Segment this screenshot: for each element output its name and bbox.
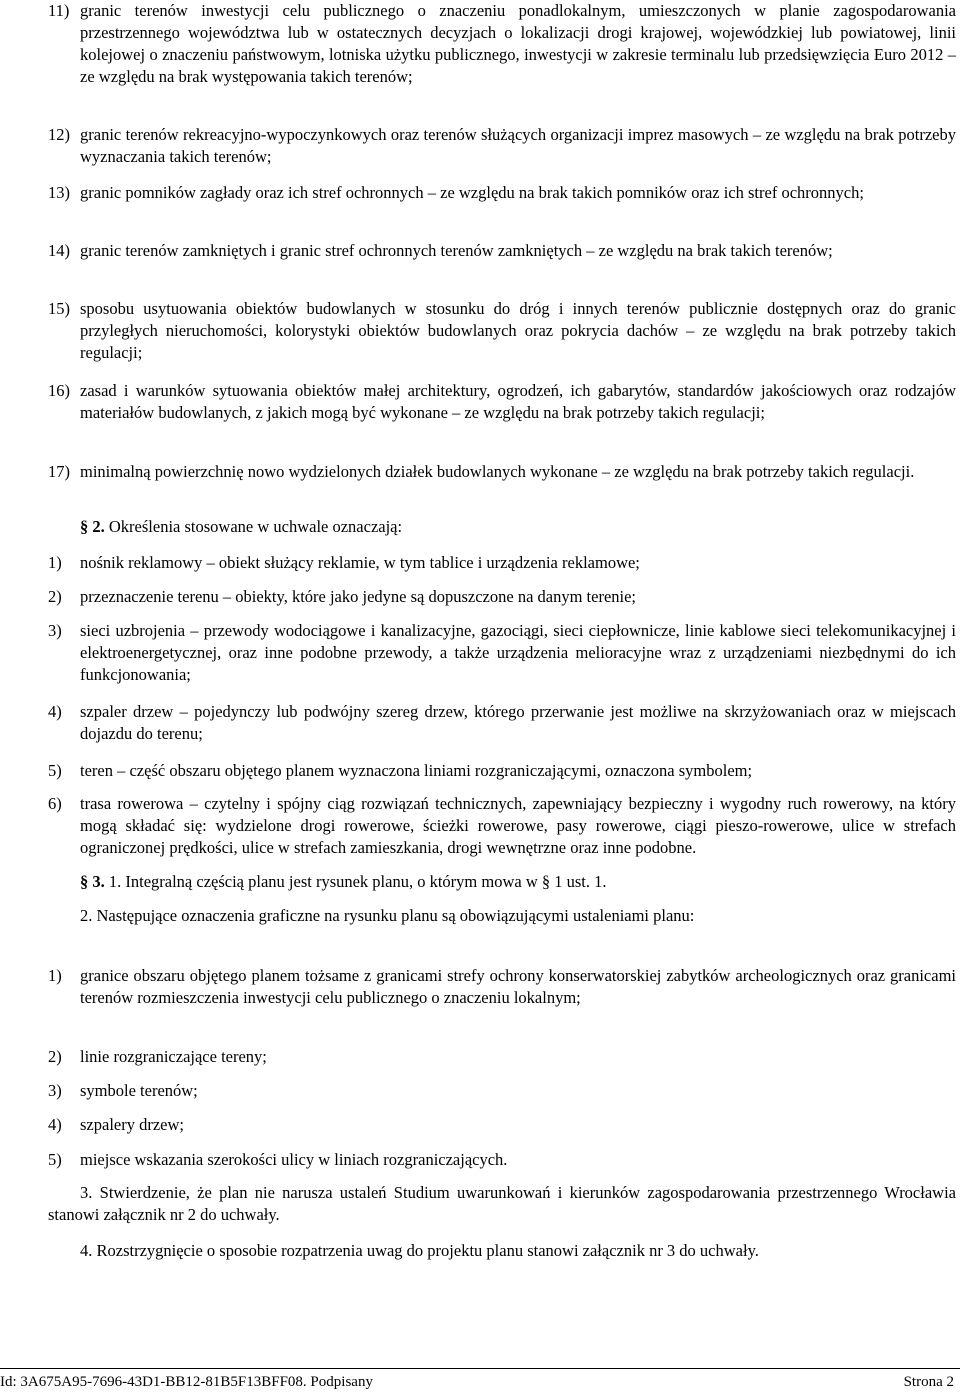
item-text: teren – część obszaru objętego planem wyznaczona liniami rozgraniczającymi, oznaczona symbolem; <box>80 761 753 780</box>
page-number: Strona 2 <box>903 1374 954 1390</box>
list-item <box>48 380 956 424</box>
item-text: granic terenów zamkniętych i granic stref ochronnych terenów zamkniętych – ze względu na brak takich terenów; <box>80 241 833 260</box>
item-number: 4) <box>48 1115 62 1134</box>
item-number: 14) <box>48 241 70 260</box>
item-number: 6) <box>48 794 62 813</box>
item-number: 5) <box>48 1150 62 1169</box>
item-text: zasad i warunków sytuowania obiektów małej architektury, ogrodzeń, ich gabarytów, standardów jakościowych oraz rodzajów materiałów budowlanych, z jakich mogą być wykonane – ze względu na brak potrzeby takich regulacji; <box>80 381 956 422</box>
item-number: 2) <box>48 1047 62 1066</box>
item-number: 16) <box>48 381 70 400</box>
list-item <box>48 586 956 608</box>
item-number: 4) <box>48 702 62 721</box>
section-3-heading <box>80 871 956 893</box>
item-text: szpalery drzew; <box>80 1115 184 1134</box>
item-number: 5) <box>48 761 62 780</box>
document-id: Id: 3A675A95-7696-43D1-BB12-81B5F13BFF08. Podpisany <box>0 1374 373 1390</box>
item-number: 17) <box>48 462 70 481</box>
list-item <box>48 124 956 168</box>
list-item <box>48 1149 956 1171</box>
item-text: linie rozgraniczające tereny; <box>80 1047 267 1066</box>
list-item <box>48 552 956 574</box>
section-text: 1. Integralną częścią planu jest rysunek planu, o którym mowa w § 1 ust. 1. <box>108 872 607 891</box>
section-text: Określenia stosowane w uchwale oznaczają: <box>108 517 403 536</box>
item-number: 2) <box>48 587 62 606</box>
item-text: sieci uzbrojenia – przewody wodociągowe i kanalizacyjne, gazociągi, sieci ciepłownicze, linie kablowe sieci telekomunikacyjnej i elektroenergetycznej, oraz inne podobne przewody, a także urządzenia melioracyjne wraz z urządzeniami niezbędnymi do ich funkcjonowania; <box>80 621 956 684</box>
list-item <box>48 793 956 859</box>
item-number: 1) <box>48 966 62 985</box>
item-number: 12) <box>48 125 70 144</box>
list-item <box>48 1114 956 1136</box>
list-item <box>48 182 956 204</box>
list-item <box>48 0 956 88</box>
list-item <box>48 965 956 1009</box>
item-text: trasa rowerowa – czytelny i spójny ciąg rozwiązań technicznych, zapewniający bezpieczny i wygodny ruch rowerowy, na który mogą składać się: wydzielone drogi rowerowe, ścieżki rowerowe, pasy rowerowe, ciągi pieszo-rowerowe, ulice w strefach ograniczonej prędkości, ulice w strefach zamieszkania, drogi wewnętrzne oraz inne podobne. <box>80 794 956 857</box>
item-text: przeznaczenie terenu – obiekty, które jako jedyne są dopuszczone na danym terenie; <box>80 587 637 606</box>
item-text: minimalną powierzchnię nowo wydzielonych działek budowlanych wykonane – ze względu na brak potrzeby takich regulacji. <box>80 462 915 481</box>
item-number: 3) <box>48 621 62 640</box>
item-text: sposobu usytuowania obiektów budowlanych w stosunku do dróg i innych terenów publicznie dostępnych oraz do granic przyległych nieruchomości, kolorystyki obiektów budowlanych oraz pokrycia dachów – ze względu na brak potrzeby takich regulacji; <box>80 299 956 362</box>
footer-divider <box>0 1368 960 1369</box>
section-2-heading <box>80 516 956 538</box>
item-text: granic pomników zagłady oraz ich stref ochronnych – ze względu na brak takich pomników oraz ich stref ochronnych; <box>80 183 864 202</box>
item-text: granic terenów rekreacyjno-wypoczynkowych oraz terenów służących organizacji imprez masowych – ze względu na brak potrzeby wyznaczania takich terenów; <box>80 125 956 166</box>
item-text: nośnik reklamowy – obiekt służący reklamie, w tym tablice i urządzenia reklamowe; <box>80 553 640 572</box>
section-mark: § 3. <box>80 872 105 891</box>
item-number: 3) <box>48 1081 62 1100</box>
paragraph-3: 3. Stwierdzenie, że plan nie narusza ustaleń Studium uwarunkowań i kierunków zagospodarowania przestrzennego Wrocławia stanowi załącznik nr 2 do uchwały. <box>48 1183 956 1224</box>
section-mark: § 2. <box>80 517 105 536</box>
item-text: granice obszaru objętego planem tożsame z granicami strefy ochrony konserwatorskiej zabytków archeologicznych oraz granicami terenów rozmieszczenia inwestycji celu publicznego o znaczeniu lokalnym; <box>80 966 956 1007</box>
list-item <box>48 701 956 745</box>
item-text: szpaler drzew – pojedynczy lub podwójny szereg drzew, którego przerwanie jest możliwe na skrzyżowaniach oraz w miejscach dojazdu do terenu; <box>80 702 956 743</box>
item-number: 11) <box>48 1 70 20</box>
item-number: 15) <box>48 299 70 318</box>
list-item <box>48 760 956 782</box>
item-text: miejsce wskazania szerokości ulicy w liniach rozgraniczających. <box>80 1150 508 1169</box>
list-item <box>48 240 956 262</box>
paragraph-4: 4. Rozstrzygnięcie o sposobie rozpatrzenia uwag do projektu planu stanowi załącznik nr 3 do uchwały. <box>80 1241 759 1260</box>
item-number: 1) <box>48 553 62 572</box>
list-item <box>48 298 956 364</box>
list-item <box>48 1080 956 1102</box>
list-item <box>48 1046 956 1068</box>
list-item <box>48 620 956 686</box>
section-3-paragraph-2: 2. Następujące oznaczenia graficzne na rysunku planu są obowiązującymi ustaleniami planu: <box>80 906 695 925</box>
item-text: granic terenów inwestycji celu publicznego o znaczeniu ponadlokalnym, umieszczonych w planie zagospodarowania przestrzennego województwa lub w ostatecznych decyzjach o lokalizacji drogi krajowej, wojewódzkiej lub powiatowej, linii kolejowej o znaczeniu państwowym, lotniska użytku publicznego, inwestycji w zakresie terminalu lub przedsięwzięcia Euro 2012 – ze względu na brak występowania takich terenów; <box>80 1 956 86</box>
list-item <box>48 461 956 483</box>
item-text: symbole terenów; <box>80 1081 198 1100</box>
item-number: 13) <box>48 183 70 202</box>
